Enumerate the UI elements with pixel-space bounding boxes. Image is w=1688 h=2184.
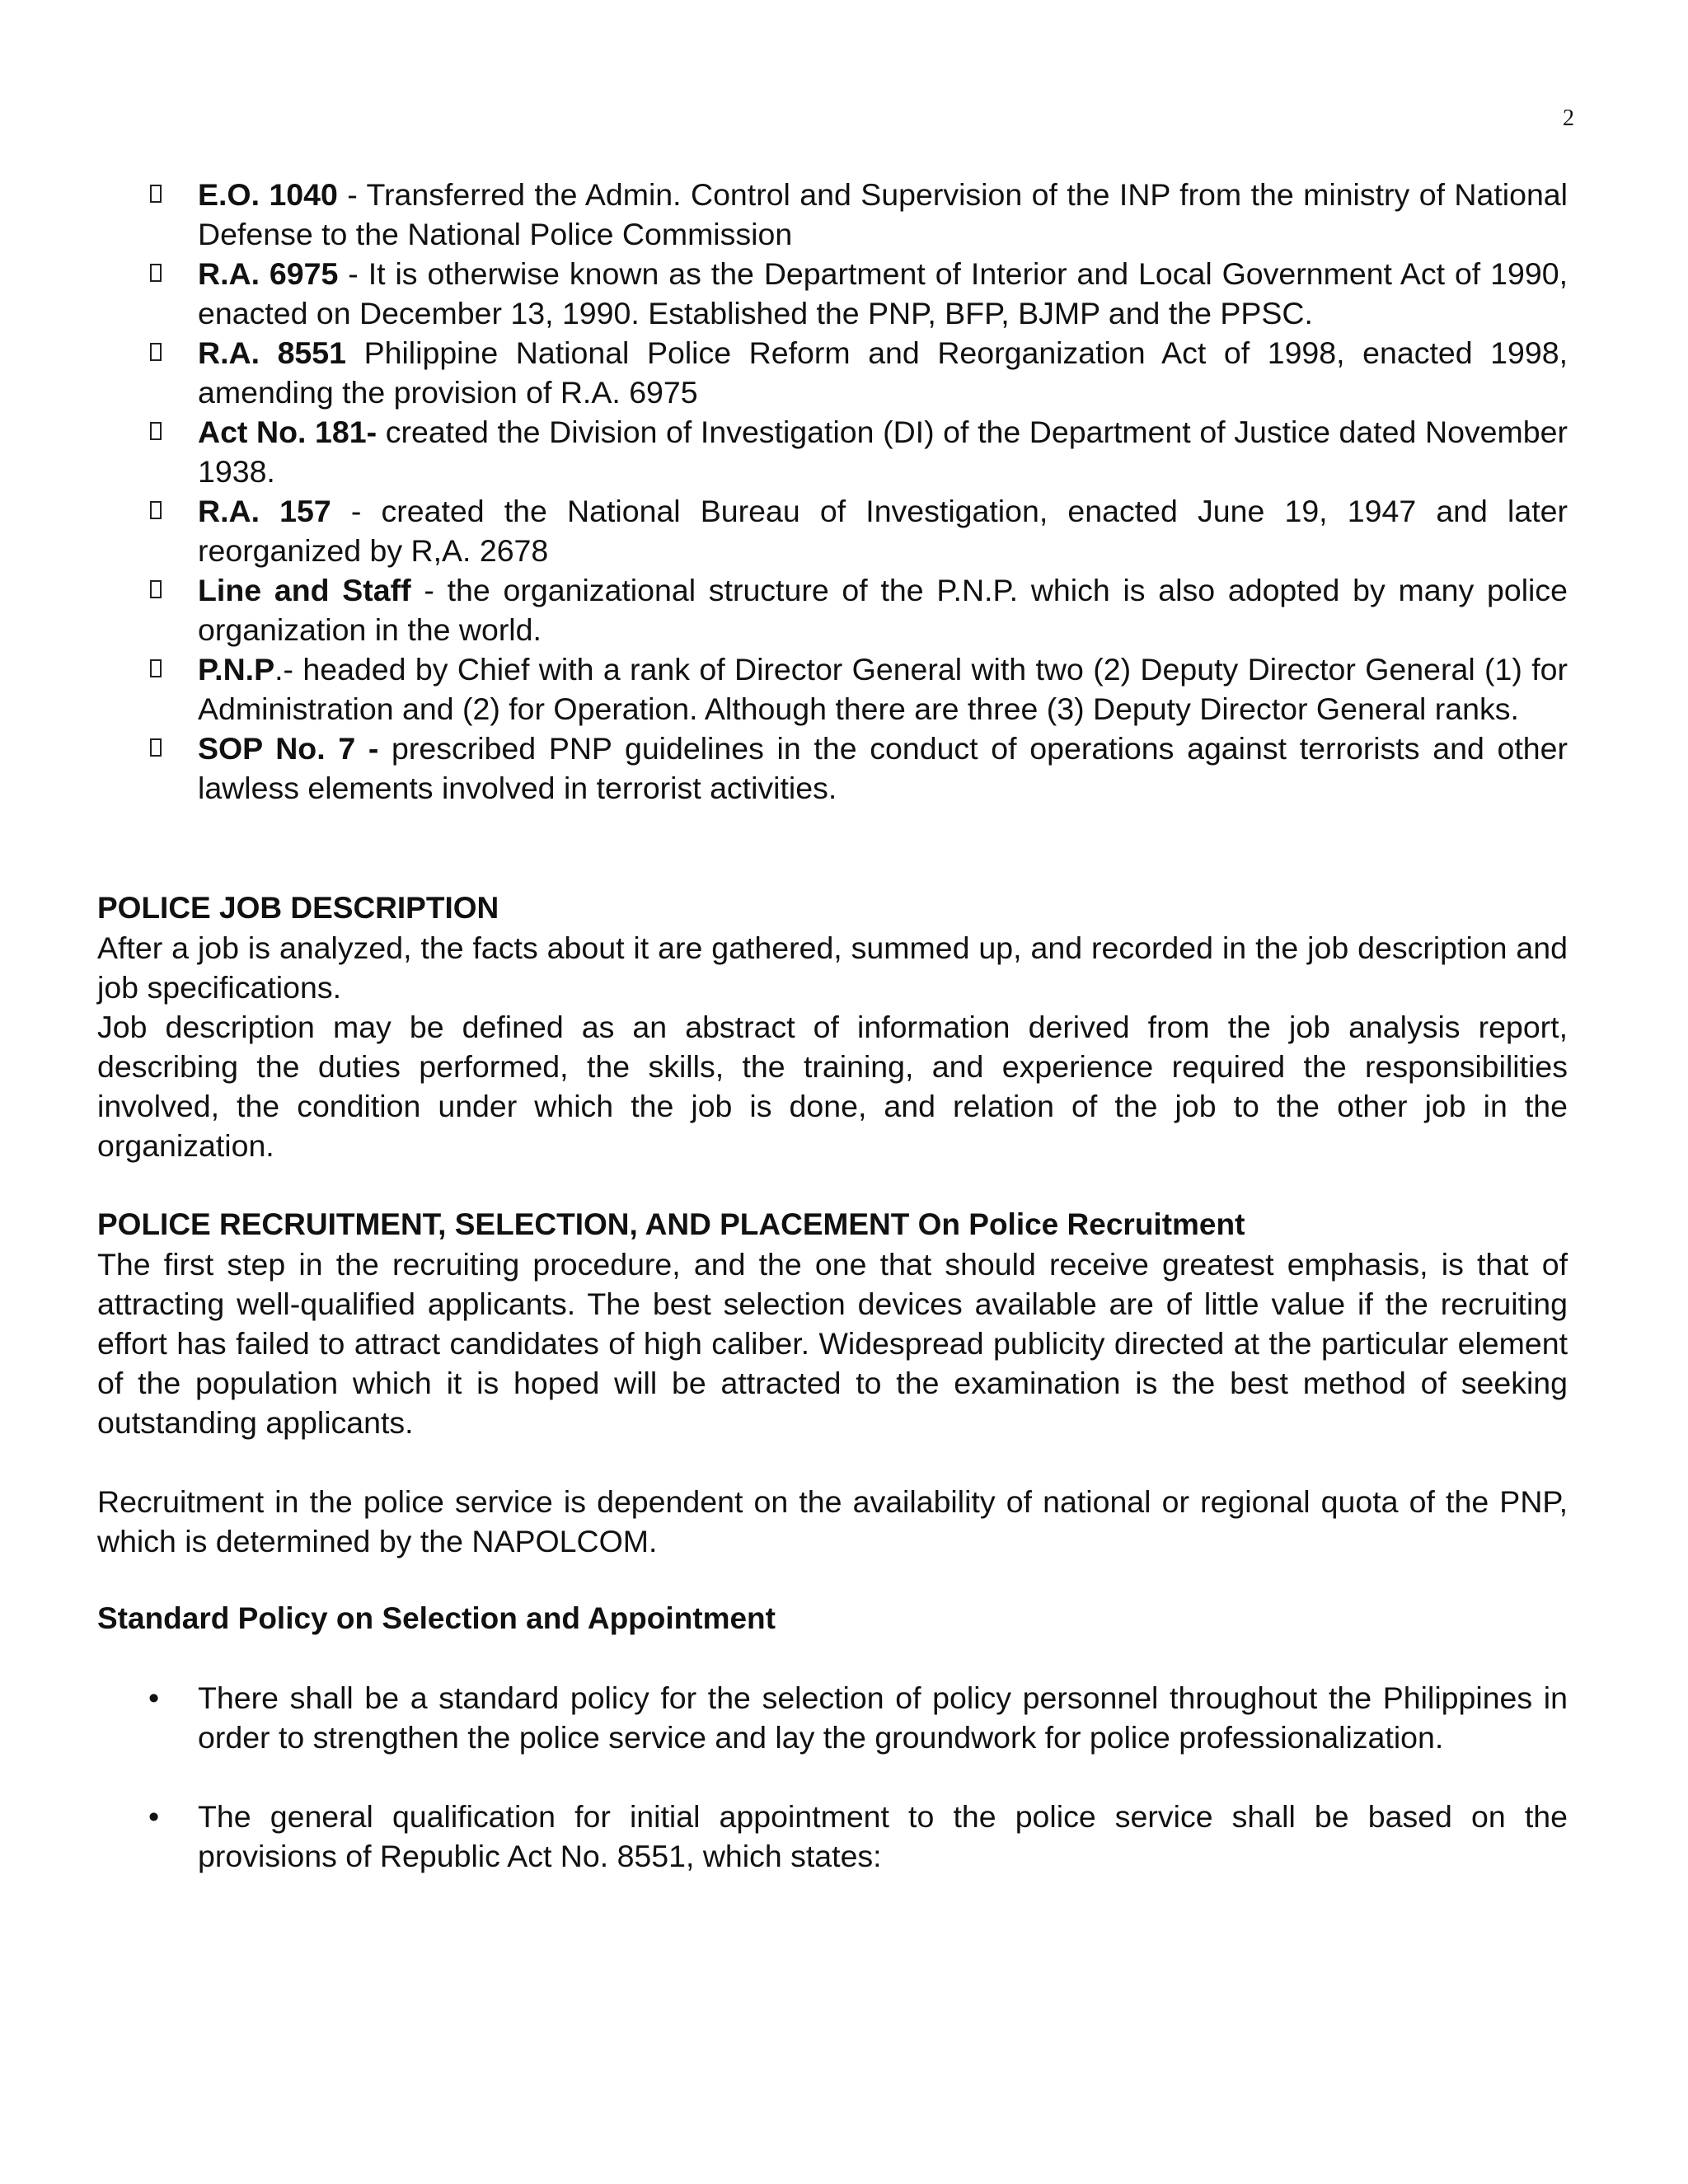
paragraph: The first step in the recruiting procedure, and the one that should receive greatest emphasis, is that of attracting well-qualified applicants. The best selection devices available are of little value if the recruiting effort has failed to attract candidates of high caliber. Widespread publicity directed at the particular element of the population which it is hoped will be attracted to the examination is the best method of seeking outstanding applicants. — [97, 1247, 1568, 1440]
missing-glyph-bullet-icon — [150, 264, 162, 282]
list-item — [147, 1678, 1568, 1757]
list-item-term: SOP No. 7 - — [198, 731, 379, 766]
list-item — [148, 649, 1568, 729]
section-heading: POLICE JOB DESCRIPTION — [97, 891, 499, 925]
job-description-section — [97, 888, 1568, 1165]
list-item-text: - Transferred the Admin. Control and Supervision of the INP from the ministry of National Defense to the National Police Commission — [198, 177, 1568, 251]
list-item — [148, 729, 1568, 808]
list-item-term: Act No. 181- — [198, 415, 377, 449]
legislation-bullet-list — [148, 175, 1568, 808]
list-item — [148, 175, 1568, 254]
list-item-text: .- headed by Chief with a rank of Director General with two (2) Deputy Director General (1) for Administration and (2) for Operation. Although there are three (3) Deputy Director General ranks. — [198, 652, 1568, 726]
section-heading: Standard Policy on Selection and Appointment — [97, 1601, 776, 1635]
list-item — [148, 412, 1568, 491]
list-item-text: created the Division of Investigation (DI) of the Department of Justice dated November 1938. — [198, 415, 1568, 489]
missing-glyph-bullet-icon — [150, 185, 162, 203]
list-item-term: P.N.P — [198, 652, 275, 687]
list-item-term: R.A. 157 — [198, 494, 331, 528]
section-heading: POLICE RECRUITMENT, SELECTION, AND PLACEMENT On Police Recruitment — [97, 1207, 1245, 1241]
bullet-dot-icon: • — [148, 1680, 160, 1715]
bullet-dot-icon: • — [148, 1799, 160, 1834]
list-item-text: There shall be a standard policy for the selection of policy personnel throughout the Philippines in order to strengthen the police service and lay the groundwork for police professionalization. — [198, 1680, 1568, 1755]
missing-glyph-bullet-icon — [150, 659, 162, 677]
list-item-term: Line and Staff — [198, 573, 411, 607]
list-item-text: - It is otherwise known as the Department of Interior and Local Government Act of 1990, enacted on December 13, 1990. Established the PNP, BFP, BJMP and the PPSC. — [198, 256, 1568, 330]
list-item-term: R.A. 6975 — [198, 256, 339, 291]
list-item-text: - created the National Bureau of Investigation, enacted June 19, 1947 and later reorganized by R,A. 2678 — [198, 494, 1568, 568]
list-item — [148, 254, 1568, 333]
list-item-text: Philippine National Police Reform and Reorganization Act of 1998, enacted 1998, amending the provision of R.A. 6975 — [198, 335, 1568, 410]
list-item — [148, 333, 1568, 412]
list-item-text: prescribed PNP guidelines in the conduct of operations against terrorists and other lawless elements involved in terrorist activities. — [198, 731, 1568, 805]
paragraph: Job description may be defined as an abstract of information derived from the job analysis report, describing the duties performed, the skills, the training, and experience required the responsibilities involved, the condition under which the job is done, and relation of the job to the other job in the organization. — [97, 1010, 1568, 1163]
list-item-term: R.A. 8551 — [198, 335, 347, 370]
policy-bullet-list — [147, 1678, 1568, 1876]
policy-section-heading-wrap — [97, 1599, 1568, 1638]
list-item-term: E.O. 1040 — [198, 177, 338, 212]
recruitment-section — [97, 1205, 1568, 1561]
paragraph: After a job is analyzed, the facts about it are gathered, summed up, and recorded in the job description and job specifications. — [97, 930, 1568, 1005]
missing-glyph-bullet-icon — [150, 501, 162, 519]
missing-glyph-bullet-icon — [150, 422, 162, 440]
list-item — [148, 491, 1568, 570]
list-item-text: The general qualification for initial appointment to the police service shall be based on the provisions of Republic Act No. 8551, which states: — [198, 1799, 1568, 1873]
page-number: 2 — [1563, 105, 1574, 131]
missing-glyph-bullet-icon — [150, 343, 162, 361]
missing-glyph-bullet-icon — [150, 580, 162, 598]
list-item — [148, 570, 1568, 649]
list-item — [147, 1797, 1568, 1876]
missing-glyph-bullet-icon — [150, 738, 162, 757]
list-item-text: - the organizational structure of the P.N.P. which is also adopted by many police organization in the world. — [198, 573, 1568, 647]
paragraph: Recruitment in the police service is dependent on the availability of national or regional quota of the PNP, which is determined by the NAPOLCOM. — [97, 1484, 1568, 1558]
